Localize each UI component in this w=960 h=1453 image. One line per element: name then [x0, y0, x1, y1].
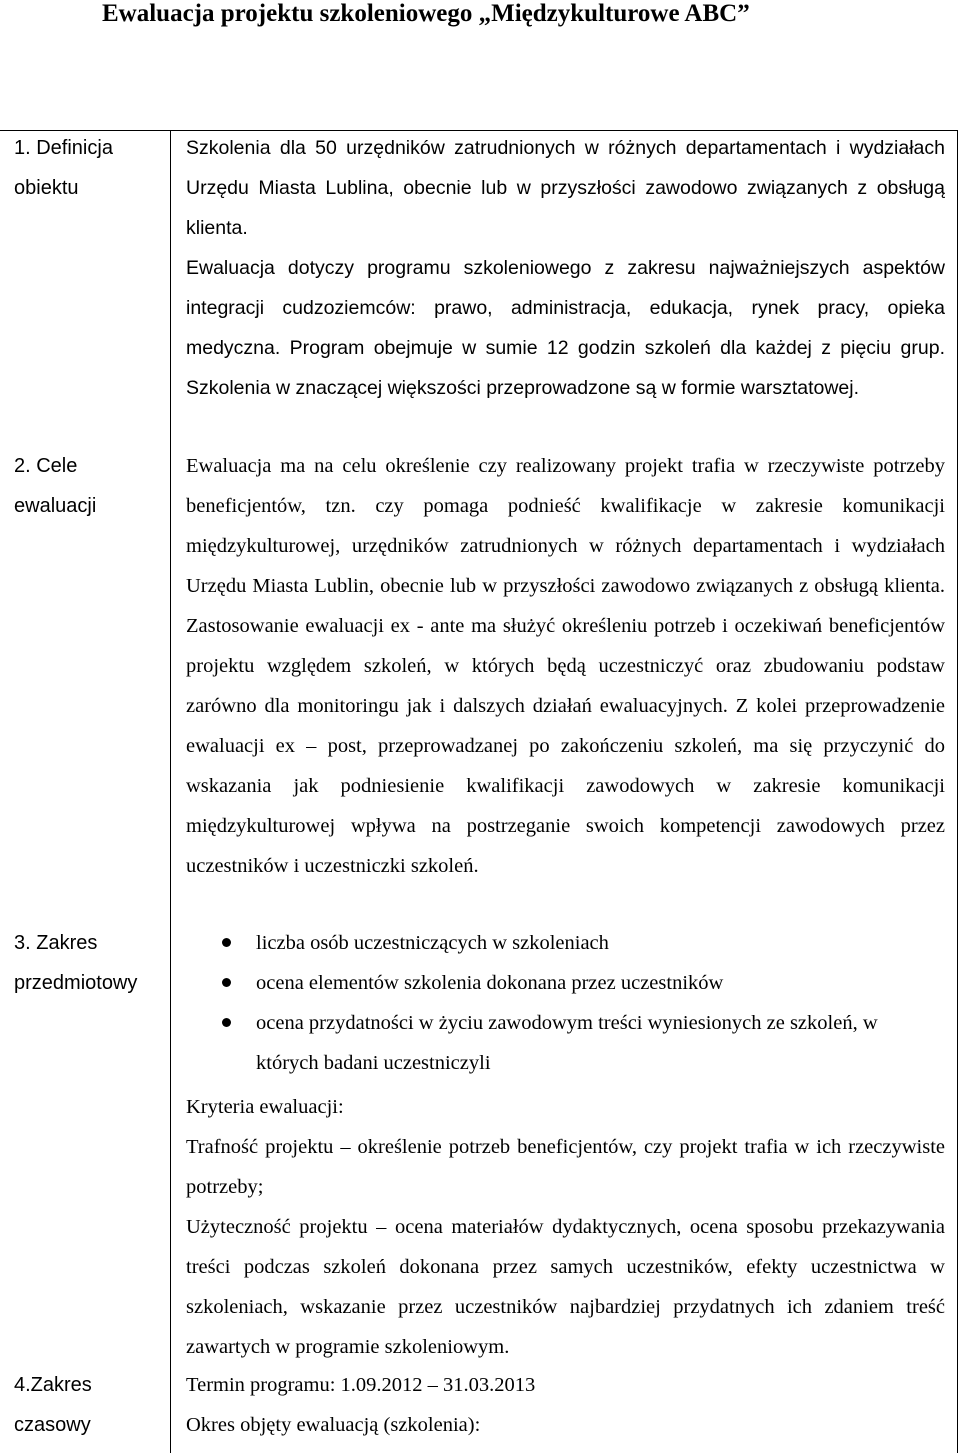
section-label-goals: 2. Cele ewaluacji: [14, 455, 97, 517]
column-divider: [170, 130, 171, 1453]
scope-bullet-list: [186, 923, 945, 1083]
criteria-block: [186, 1087, 945, 1367]
evaluation-period: Okres objęty ewaluacją (szkolenia):: [186, 1414, 481, 1436]
criteria-item: Użyteczność projektu – ocena materiałów dydaktycznych, ocena sposobu przekazywania treści podczas szkoleń dokonana przez samych uczestników, efekty uczestnictwa w szkoleniach, wskazanie przez uczestników najbardziej przydatnych ich zdaniem treść zawartych w programie szkoleniowym.: [186, 1216, 945, 1358]
definition-paragraph: Szkolenia dla 50 urzędników zatrudnionych w różnych departamentach i wydziałach Urzędu Miasta Lublina, obecnie lub w przyszłości zawodowo związanych z obsługą klienta.: [186, 137, 945, 239]
section-content-definition: [186, 128, 945, 408]
section-label-definition: 1. Definicja obiektu: [14, 137, 113, 199]
list-item: [186, 963, 945, 1003]
program-term: Termin programu: 1.09.2012 – 31.03.2013: [186, 1374, 536, 1396]
bullet-icon: [222, 978, 231, 987]
bullet-text: liczba osób uczestniczących w szkoleniach: [256, 932, 609, 954]
section-content-goals: Ewaluacja ma na celu określenie czy realizowany projekt trafia w rzeczywiste potrzeby beneficjentów, tzn. czy pomaga podnieść kwalifikacje w zakresie komunikacji międzykulturowej, urzędników zatrudnionych w różnych departamentach i wydziałach Urzędu Miasta Lublin, obecnie lub w przyszłości zawodowo związanych z obsługą klienta. Zastosowanie ewaluacji ex - ante ma służyć określeniu potrzeb i oczekiwań beneficjentów projektu względem szkoleń, w których będą uczestniczyć oraz zbudowaniu podstaw zarówno dla monitoringu jak i dalszych działań ewaluacyjnych. Z kolei przeprowadzenie ewaluacji ex – post, przeprowadzanej po zakończeniu szkoleń, ma się przyczynić do wskazania jak podniesienie kwalifikacji zawodowych w zakresie komunikacji międzykulturowej wpływa na postrzeganie swoich kompetencji zawodowych przez uczestników i uczestniczki szkoleń.: [186, 455, 945, 877]
bullet-icon: [222, 938, 231, 947]
list-item: [186, 1003, 945, 1083]
section-label-time-scope: 4.Zakres czasowy: [14, 1374, 92, 1436]
criteria-heading: Kryteria ewaluacji:: [186, 1096, 344, 1118]
list-item: [186, 923, 945, 963]
document-title: Ewaluacja projektu szkoleniowego „Międzykulturowe ABC”: [102, 0, 750, 27]
section-content-time-scope: [186, 1365, 945, 1445]
bullet-icon: [222, 1018, 231, 1027]
definition-paragraph: Ewaluacja dotyczy programu szkoleniowego z zakresu najważniejszych aspektów integracji cudzoziemców: prawo, administracja, edukacja, rynek pracy, opieka medyczna. Program obejmuje w sumie 12 godzin szkoleń dla każdej z pięciu grup. Szkolenia w znaczącej większości przeprowadzone są w formie warsztatowej.: [186, 257, 945, 399]
section-label-scope: 3. Zakres przedmiotowy: [14, 932, 138, 994]
bullet-text: ocena elementów szkolenia dokonana przez uczestników: [256, 972, 724, 994]
bullet-text: ocena przydatności w życiu zawodowym treści wyniesionych ze szkoleń, w których badani uczestniczyli: [256, 1012, 878, 1074]
criteria-item: Trafność projektu – określenie potrzeb beneficjentów, czy projekt trafia w ich rzeczywiste potrzeby;: [186, 1136, 945, 1198]
